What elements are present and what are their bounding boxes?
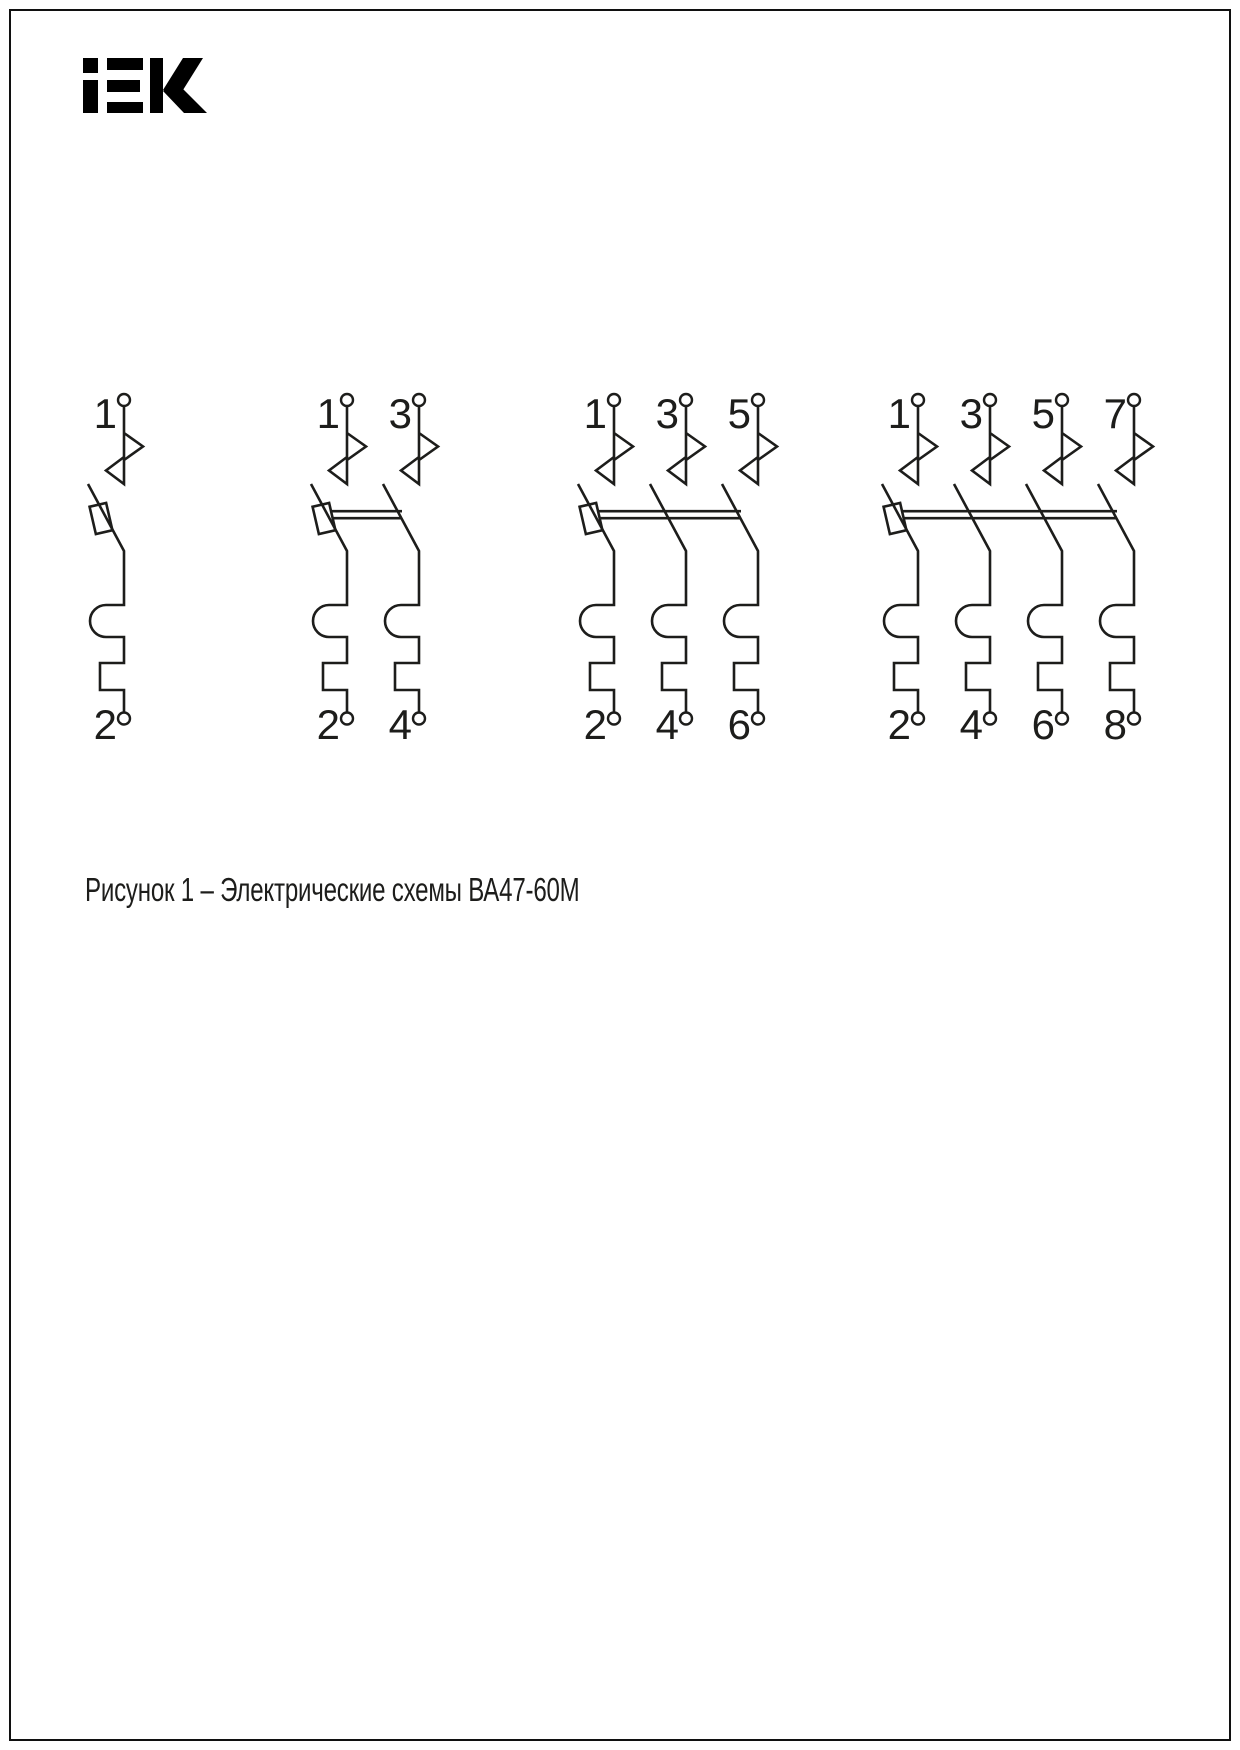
diagram-2-pole (311, 390, 438, 748)
diagram-4-pole (882, 390, 1153, 748)
pole (88, 390, 143, 748)
bottom-terminal-circle (413, 713, 425, 725)
top-terminal-label: 5 (1031, 390, 1055, 437)
bottom-terminal-label: 2 (93, 701, 117, 748)
pole-conductor (1026, 407, 1081, 713)
bottom-terminal-circle (984, 713, 996, 725)
pole (383, 390, 438, 748)
top-terminal-label: 3 (959, 390, 983, 437)
bottom-terminal-label: 2 (316, 701, 340, 748)
pole (650, 390, 705, 748)
bottom-terminal-label: 6 (1031, 701, 1055, 748)
pole (311, 390, 366, 748)
top-terminal-label: 5 (727, 390, 751, 437)
bottom-terminal-circle (912, 713, 924, 725)
schematics-svg (0, 0, 1240, 790)
bottom-terminal-label: 4 (959, 701, 983, 748)
bottom-terminal-circle (1128, 713, 1140, 725)
bottom-terminal-label: 4 (655, 701, 679, 748)
pole-conductor (650, 407, 705, 713)
bottom-terminal-circle (1056, 713, 1068, 725)
pole-conductor (88, 407, 143, 713)
top-terminal-circle (912, 394, 924, 406)
top-terminal-label: 3 (655, 390, 679, 437)
top-terminal-label: 7 (1103, 390, 1127, 437)
top-terminal-circle (118, 394, 130, 406)
diagram-1-pole (88, 390, 143, 748)
bottom-terminal-label: 2 (583, 701, 607, 748)
bottom-terminal-label: 8 (1103, 701, 1127, 748)
pole-conductor (722, 407, 777, 713)
bottom-terminal-circle (341, 713, 353, 725)
bottom-terminal-circle (118, 713, 130, 725)
pole (578, 390, 633, 748)
top-terminal-circle (680, 394, 692, 406)
pole-conductor (383, 407, 438, 713)
pole-conductor (578, 407, 633, 713)
pole-conductor (1098, 407, 1153, 713)
bottom-terminal-label: 4 (388, 701, 412, 748)
top-terminal-label: 1 (93, 390, 117, 437)
top-terminal-circle (341, 394, 353, 406)
top-terminal-label: 1 (583, 390, 607, 437)
pole (722, 390, 777, 748)
pole (1098, 390, 1153, 748)
pole-conductor (311, 407, 366, 713)
pole-conductor (882, 407, 937, 713)
top-terminal-circle (1128, 394, 1140, 406)
bottom-terminal-circle (680, 713, 692, 725)
top-terminal-circle (608, 394, 620, 406)
top-terminal-label: 1 (316, 390, 340, 437)
bottom-terminal-label: 6 (727, 701, 751, 748)
pole (882, 390, 937, 748)
top-terminal-label: 1 (887, 390, 911, 437)
top-terminal-circle (1056, 394, 1068, 406)
pole (1026, 390, 1081, 748)
bottom-terminal-label: 2 (887, 701, 911, 748)
figure-caption: Рисунок 1 – Электрические схемы ВА47-60М (85, 871, 580, 908)
pole-conductor (954, 407, 1009, 713)
top-terminal-circle (752, 394, 764, 406)
pole (954, 390, 1009, 748)
top-terminal-circle (413, 394, 425, 406)
top-terminal-circle (984, 394, 996, 406)
top-terminal-label: 3 (388, 390, 412, 437)
bottom-terminal-circle (608, 713, 620, 725)
bottom-terminal-circle (752, 713, 764, 725)
diagram-3-pole (578, 390, 777, 748)
